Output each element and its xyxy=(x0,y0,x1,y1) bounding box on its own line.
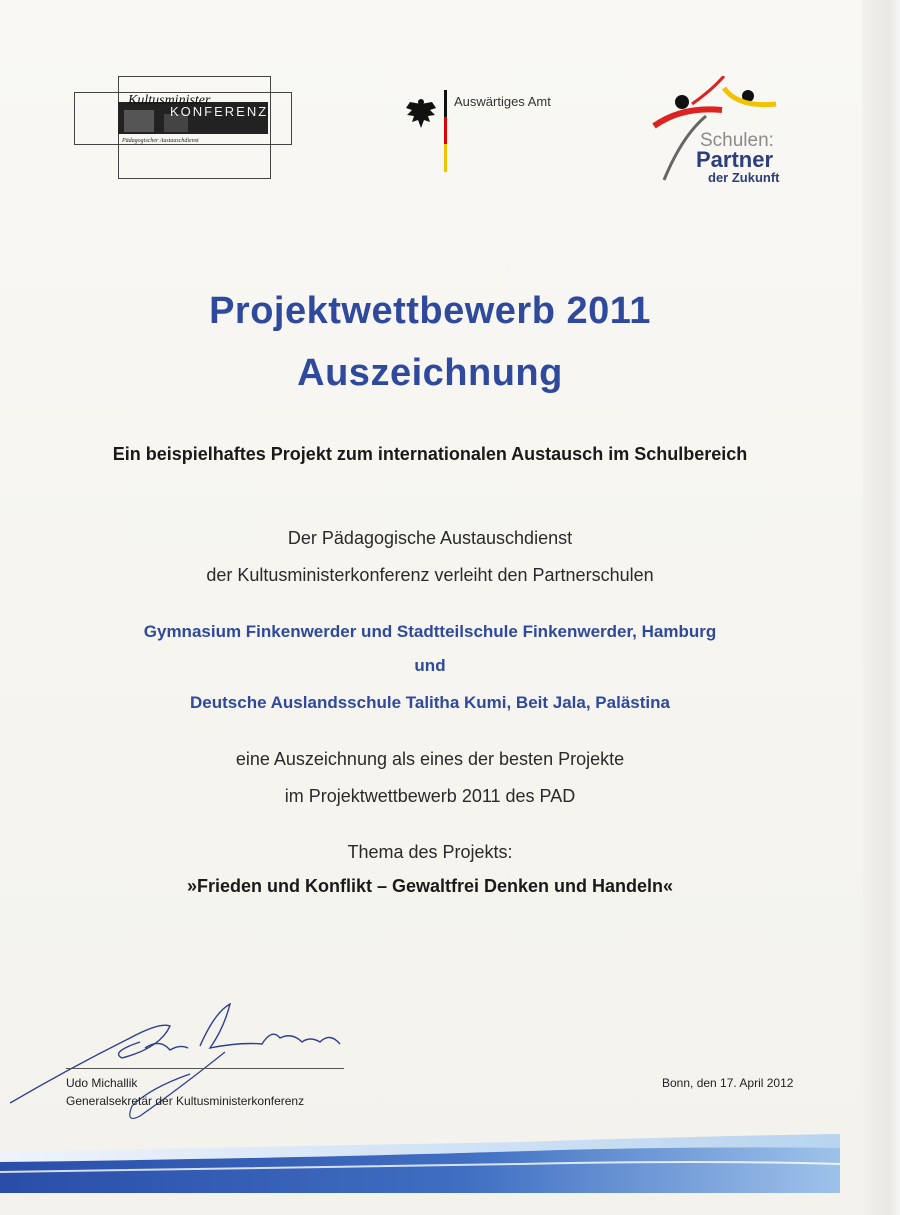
signature-line xyxy=(66,1068,344,1069)
svg-text:Kultusminister: Kultusminister xyxy=(128,93,211,108)
footer-wave-decoration xyxy=(0,1128,840,1193)
place-date: Bonn, den 17. April 2012 xyxy=(662,1076,794,1090)
kmk-logo xyxy=(74,74,296,182)
school-connector: und xyxy=(414,656,446,675)
certificate-subtitle: Ein beispielhaftes Projekt zum internationalen Austausch im Schulbereich xyxy=(112,444,748,464)
schulen-label: Schulen: xyxy=(700,130,774,151)
svg-text:Pädagogischer Austauschdienst: Pädagogischer Austauschdienst xyxy=(122,138,199,144)
intro-line-2: der Kultusministerkonferenz verleiht den Partnerschulen xyxy=(206,565,654,585)
project-topic: »Frieden und Konflikt – Gewaltfrei Denken und Handeln« xyxy=(186,876,674,896)
topic-label: Thema des Projekts: xyxy=(347,842,513,862)
schulen-partner-logo xyxy=(652,76,788,186)
signer-role: Generalsekretär der Kultusministerkonferenz xyxy=(66,1094,305,1108)
partner-label: Partner xyxy=(696,147,774,172)
auswaertiges-amt-label: Auswärtiges Amt xyxy=(454,94,551,109)
zukunft-label: der Zukunft xyxy=(708,170,780,185)
school-2: Deutsche Auslandsschule Talitha Kumi, Beit Jala, Palästina xyxy=(190,693,670,712)
intro-line-1: Der Pädagogische Austauschdienst xyxy=(287,528,573,548)
certificate-award-title: Auszeichnung xyxy=(297,352,563,394)
signer-name: Udo Michallik xyxy=(66,1076,138,1090)
eagle-icon xyxy=(404,96,438,130)
certificate-title: Projektwettbewerb 2011 xyxy=(209,290,651,332)
award-line-2: im Projektwettbewerb 2011 des PAD xyxy=(284,786,576,806)
german-flag-bar xyxy=(444,90,447,172)
school-1: Gymnasium Finkenwerder und Stadtteilschule Finkenwerder, Hamburg xyxy=(143,622,717,641)
svg-text:KONFERENZ: KONFERENZ xyxy=(170,104,269,119)
auswaertiges-amt-logo xyxy=(404,90,564,180)
award-line-1: eine Auszeichnung als eines der besten Projekte xyxy=(235,749,625,769)
paper-edge xyxy=(862,0,900,1215)
